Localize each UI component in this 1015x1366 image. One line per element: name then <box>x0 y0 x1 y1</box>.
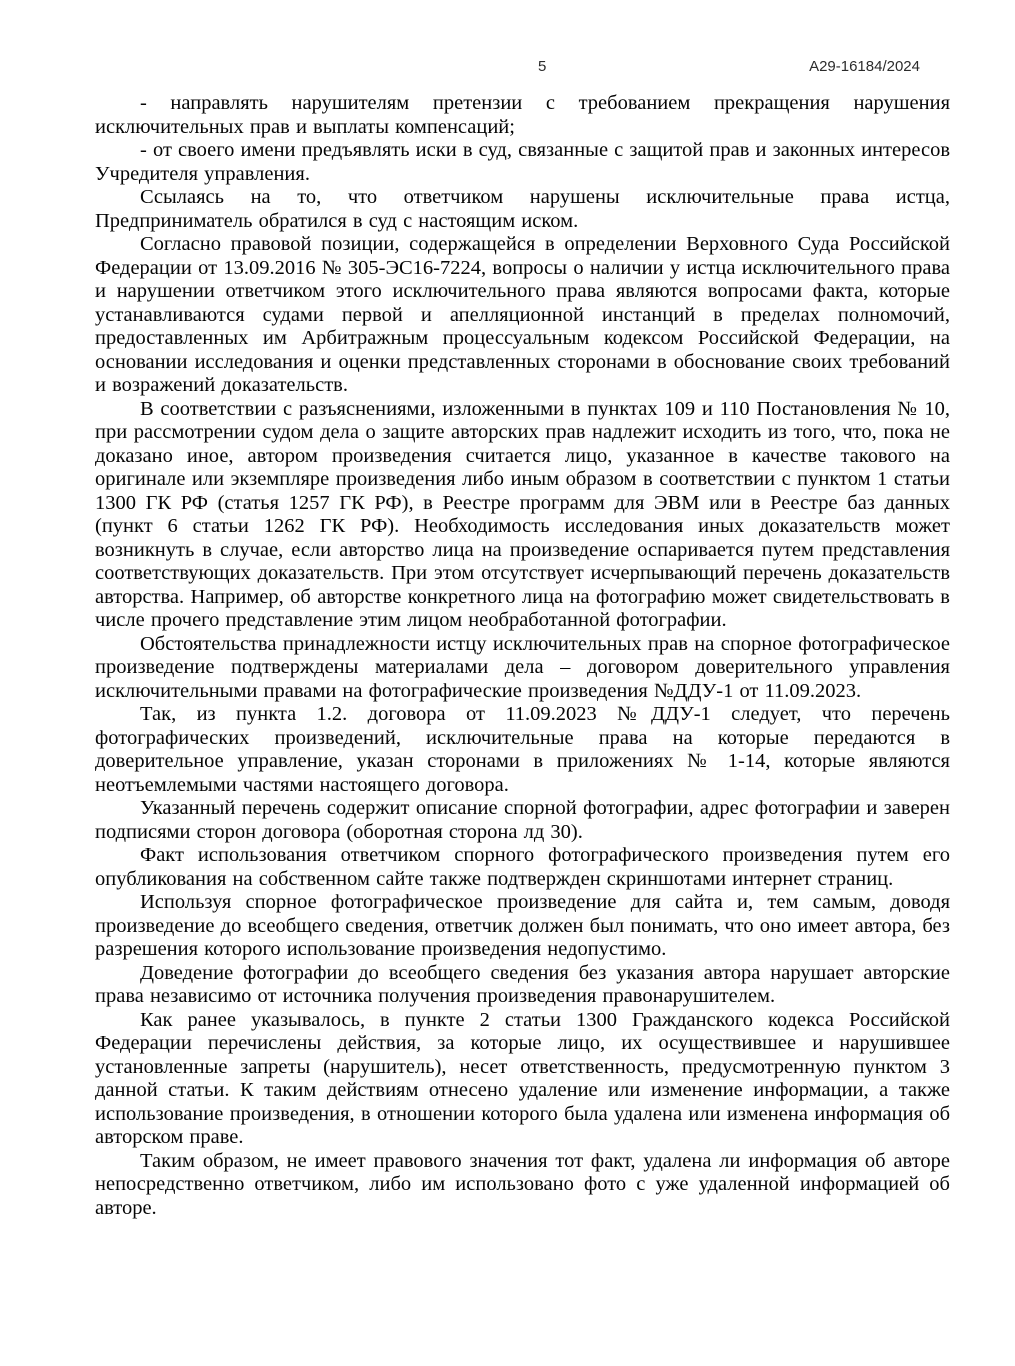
paragraph-bullet-claims: - направлять нарушителям претензии с требованием прекращения нарушения исключительных прав и выплаты компенсаций; <box>95 92 950 138</box>
paragraph-article-1300: Как ранее указывалось, в пункте 2 статьи 1300 Гражданского кодекса Российской Федерации перечислены действия, за которые лицо, их осуществившее и нарушившее установленные запреты (нарушитель), несет ответственность, предусмотренную пунктом 3 данной статьи. К таким действиям отнесено удаление или изменение информации, а также использование произведения, в отношении которого была удалена или изменена информация об авторском праве. <box>95 1008 950 1148</box>
paragraph-defendant-awareness: Используя спорное фотографическое произведение для сайта и, тем самым, доводя произведение до всеобщего сведения, ответчик должен был понимать, что оно имеет автора, без разрешения которого использование произведения недопустимо. <box>95 891 950 960</box>
case-number: А29-16184/2024 <box>809 58 920 75</box>
paragraph-no-attribution: Доведение фотографии до всеобщего сведения без указания автора нарушает авторские права независимо от источника получения произведения правонарушителем. <box>95 961 950 1007</box>
paragraph-usage-fact: Факт использования ответчиком спорного фотографического произведения путем его опубликования на собственном сайте также подтвержден скриншотами интернет страниц. <box>95 844 950 890</box>
paragraph-conclusion: Таким образом, не имеет правового значения тот факт, удалена ли информация об авторе непосредственно ответчиком, либо им использовано фото с уже удаленной информацией об авторе. <box>95 1149 950 1219</box>
paragraph-ownership-circumstances: Обстоятельства принадлежности истцу исключительных прав на спорное фотографическое произведение подтверждены материалами дела – договором доверительного управления исключительными правами на фотографические произведения №ДДУ-1 от 11.09.2023. <box>95 632 950 702</box>
page-header <box>0 58 1015 80</box>
paragraph-bullet-lawsuits: - от своего имени предъявлять иски в суд, связанные с защитой прав и законных интересов Учредителя управления. <box>95 139 950 185</box>
document-body <box>95 92 950 1220</box>
paragraph-claim-basis: Ссылаясь на то, что ответчиком нарушены исключительные права истца, Предприниматель обратился в суд с настоящим иском. <box>95 186 950 232</box>
paragraph-list-description: Указанный перечень содержит описание спорной фотографии, адрес фотографии и заверен подписями сторон договора (оборотная сторона лд 30). <box>95 797 950 843</box>
page-number: 5 <box>538 58 547 75</box>
paragraph-resolution-109-110: В соответствии с разъяснениями, изложенными в пунктах 109 и 110 Постановления № 10, при рассмотрении судом дела о защите авторских прав надлежит исходить из того, что, пока не доказано иное, автором произведения считается лицо, указанное в качестве такового на оригинале или экземпляре произведения либо иным образом в соответствии с пунктом 1 статьи 1300 ГК РФ (статья 1257 ГК РФ), в Реестре программ для ЭВМ или в Реестре баз данных (пункт 6 статьи 1262 ГК РФ). Необходимость исследования иных доказательств может возникнуть в случае, если авторство лица на произведение оспаривается путем представления соответствующих доказательств. При этом отсутствует исчерпывающий перечень доказательств авторства. Например, об авторстве конкретного лица на фотографию может свидетельствовать в числе прочего представление этим лицом необработанной фотографии. <box>95 397 950 631</box>
paragraph-supreme-court-position: Согласно правовой позиции, содержащейся в определении Верховного Суда Российской Федерации от 13.09.2016 № 305-ЭС16-7224, вопросы о наличии у истца исключительного права и нарушении ответчиком этого исключительного права являются вопросами факта, которые устанавливаются судами первой и апелляционной инстанций в пределах полномочий, предоставленных им Арбитражным процессуальным кодексом Российской Федерации, на основании исследования и оценки представленных сторонами в обоснование своих требований и возражений доказательств. <box>95 233 950 396</box>
paragraph-contract-clause: Так, из пункта 1.2. договора от 11.09.2023 №ДДУ-1 следует, что перечень фотографических произведений, исключительные права на которые передаются в доверительное управление, указан сторонами в приложениях № 1-14, которые являются неотъемлемыми частями настоящего договора. <box>95 703 950 796</box>
